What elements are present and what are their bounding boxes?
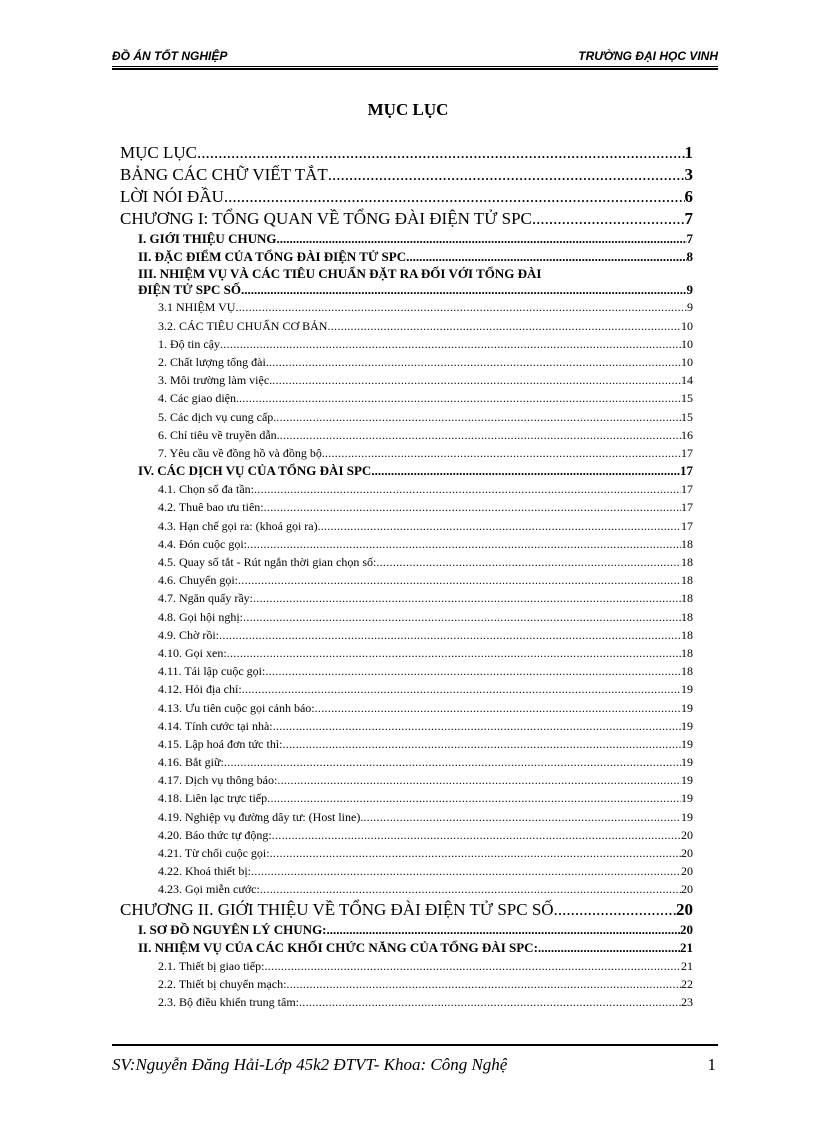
toc-leader-dots	[376, 553, 681, 571]
toc-leader-dots	[247, 535, 681, 553]
toc-page-number: 19	[681, 700, 693, 715]
toc-page-number: 19	[681, 773, 693, 788]
toc-entry-text: 4.5. Quay số tắt - Rút ngắn thời gian chọn số:	[158, 555, 377, 569]
toc-entry-text: LỜI NÓI ĐẦU	[120, 187, 224, 206]
toc-entry-text: ĐIỆN TỬ SPC SỐ.	[138, 282, 245, 298]
toc-entry-text: 3.2. CÁC TIÊU CHUẨN CƠ BẢN	[158, 318, 328, 333]
toc-leader-dots	[270, 844, 681, 862]
toc-page-number: 19	[681, 755, 693, 770]
toc-page-number: 10	[681, 336, 693, 351]
toc-entry-text: 4.8. Gọi hội nghị:	[158, 609, 244, 624]
toc-subsection-entry[interactable]	[120, 498, 693, 516]
toc-entry-text: 4.12. Hỏi địa chỉ:	[158, 682, 242, 697]
toc-chapter-entry[interactable]	[120, 208, 693, 230]
toc-entry-text: I. SƠ ĐỒ NGUYÊN LÝ CHUNG:	[138, 921, 327, 937]
toc-subsection-entry[interactable]	[120, 662, 693, 680]
toc-page-number: 21	[680, 939, 693, 955]
toc-leader-dots	[220, 335, 681, 353]
toc-subsection-entry[interactable]	[120, 389, 693, 407]
toc-leader-dots	[243, 608, 681, 626]
header-right: TRƯỜNG ĐẠI HỌC VINH	[578, 49, 718, 63]
page-title: MỤC LỤC	[367, 100, 449, 119]
toc-leader-dots	[260, 880, 681, 898]
toc-leader-dots	[272, 371, 681, 389]
toc-page-number: 7	[684, 209, 693, 228]
toc-leader-dots	[327, 317, 681, 335]
toc-page-number: 18	[681, 591, 693, 606]
toc-subsection-entry[interactable]	[120, 426, 693, 444]
toc-leader-dots	[321, 517, 681, 535]
toc-subsection-entry[interactable]	[120, 975, 693, 993]
toc-page-number: 17	[681, 518, 693, 533]
toc-leader-dots	[253, 589, 681, 607]
toc-page-number: 19	[681, 736, 693, 751]
table-of-contents	[120, 142, 693, 1012]
toc-page-number: 18	[681, 664, 693, 679]
toc-leader-dots	[363, 808, 681, 826]
toc-page-number: 17	[680, 463, 693, 479]
toc-leader-dots	[299, 993, 681, 1011]
toc-subsection-entry[interactable]	[120, 789, 693, 807]
toc-entry-text: CHƯƠNG I: TỔNG QUAN VỀ TỔNG ĐÀI ĐIỆN TỬ SPC.	[120, 209, 537, 228]
toc-subsection-entry[interactable]	[120, 335, 693, 353]
toc-page-number: 17	[681, 500, 693, 515]
toc-entry-text: 5. Các dịch vụ cung cấp.	[158, 409, 277, 424]
toc-leader-dots	[251, 862, 681, 880]
toc-leader-dots	[280, 230, 687, 248]
toc-leader-dots	[224, 753, 681, 771]
toc-leader-dots	[328, 164, 685, 186]
toc-entry-text: 4.6. Chuyển gọi:	[158, 573, 238, 588]
toc-leader-dots	[254, 480, 681, 498]
toc-entry-text: 2. Chất lượng tổng đài.	[158, 354, 269, 369]
toc-leader-dots	[265, 662, 681, 680]
toc-leader-dots	[272, 826, 681, 844]
toc-page-number: 20	[676, 899, 693, 919]
toc-page-number: 10	[681, 318, 693, 333]
toc-entry-text: 4.11. Tái lập cuộc gọi:	[158, 664, 266, 679]
toc-entry-text: 4.13. Ưu tiên cuộc gọi cảnh báo:	[158, 700, 315, 715]
toc-subsection-entry[interactable]	[120, 298, 693, 316]
toc-leader-dots	[286, 975, 681, 993]
toc-leader-dots	[315, 699, 681, 717]
toc-subsection-entry[interactable]	[120, 608, 693, 626]
toc-entry-text: 7. Yêu cầu về đồng hồ và đồng bộ.	[158, 445, 325, 460]
toc-section-entry[interactable]	[120, 248, 693, 266]
toc-leader-dots	[406, 248, 686, 266]
toc-page-number: 17	[681, 445, 693, 460]
toc-subsection-entry[interactable]	[120, 808, 693, 826]
toc-page-number: 20	[681, 846, 693, 860]
toc-entry-text: 4.14. Tính cước tại nhà:	[158, 718, 273, 733]
toc-page-number: 18	[681, 536, 693, 551]
toc-page-number: 15	[681, 391, 693, 406]
toc-page-number: 16	[681, 427, 693, 442]
toc-leader-dots	[264, 498, 681, 516]
toc-subsection-entry[interactable]	[120, 353, 693, 371]
toc-entry-text: I. GIỚI THIỆU CHUNG.	[138, 231, 280, 246]
toc-page-number: 9	[686, 282, 693, 298]
toc-entry-text: 4.18. Liên lạc trực tiếp	[158, 791, 268, 806]
toc-leader-dots	[238, 571, 681, 589]
toc-page-number: 18	[681, 573, 693, 588]
toc-subsection-entry[interactable]	[120, 957, 693, 975]
toc-section-entry[interactable]	[120, 230, 693, 248]
toc-page-number: 20	[681, 827, 693, 842]
toc-leader-dots	[197, 142, 685, 164]
toc-page-number: 19	[681, 791, 693, 806]
toc-entry-text: BẢNG CÁC CHỮ VIẾT TẮT	[120, 165, 328, 184]
toc-subsection-entry[interactable]	[120, 589, 693, 607]
toc-subsection-entry[interactable]	[120, 699, 693, 717]
toc-leader-dots	[227, 644, 681, 662]
toc-entry-text: CHƯƠNG II. GIỚI THIỆU VỀ TỔNG ĐÀI ĐIỆN TỬ SPC SỐ	[120, 899, 554, 919]
toc-page-number: 20	[681, 864, 693, 879]
toc-subsection-entry[interactable]	[120, 371, 693, 389]
toc-page-number: 20	[681, 882, 693, 897]
toc-subsection-entry[interactable]	[120, 626, 693, 644]
toc-entry-text: III. NHIỆM VỤ VÀ CÁC TIÊU CHUẨN ĐẶT RA ĐỐI VỚI TỔNG ĐÀI	[138, 266, 542, 282]
toc-page-number: 19	[681, 718, 693, 733]
page-number: 1	[707, 1055, 716, 1074]
toc-section-entry[interactable]	[120, 462, 693, 480]
toc-subsection-entry[interactable]	[120, 571, 693, 589]
toc-entry-continuation[interactable]	[120, 282, 693, 298]
toc-subsection-entry[interactable]	[120, 317, 693, 335]
toc-page-number: 18	[681, 645, 693, 660]
toc-page-number: 21	[681, 958, 693, 973]
toc-page-number: 1	[684, 143, 693, 162]
toc-page-number: 3	[684, 165, 693, 184]
toc-entry-text: 4.17. Dịch vụ thông báo:	[158, 773, 278, 788]
toc-page-number: 18	[681, 555, 693, 569]
toc-page-number: 7	[686, 231, 693, 246]
toc-subsection-entry[interactable]	[120, 680, 693, 698]
toc-subsection-entry[interactable]	[120, 717, 693, 735]
toc-subsection-entry[interactable]	[120, 644, 693, 662]
toc-entry-text: 4.23. Gọi miễn cước:	[158, 882, 260, 897]
toc-entry-text: II. NHIỆM VỤ CỦA CÁC KHỐI CHỨC NĂNG CỦA TỔNG ĐÀI SPC:	[138, 939, 538, 955]
toc-leader-dots	[224, 186, 685, 208]
toc-page-number: 20	[680, 921, 693, 937]
toc-entry-text: 3.1 NHIỆM VỤ	[158, 300, 236, 315]
header-left: ĐỒ ÁN TỐT NGHIỆP	[112, 49, 228, 63]
toc-entry-text: 4.4. Đón cuộc gọi:	[158, 536, 247, 551]
toc-page-number: 19	[681, 682, 693, 697]
toc-page-number: 22	[681, 977, 693, 992]
toc-section-entry[interactable]	[120, 921, 693, 939]
toc-subsection-entry[interactable]	[120, 408, 693, 426]
toc-leader-dots	[219, 626, 681, 644]
toc-leader-dots	[273, 717, 681, 735]
toc-chapter-entry[interactable]	[120, 164, 693, 186]
toc-entry[interactable]	[120, 266, 693, 282]
toc-leader-dots	[277, 771, 681, 789]
header-divider-thick	[112, 68, 718, 70]
toc-leader-dots	[244, 282, 686, 298]
toc-leader-dots	[327, 921, 680, 939]
toc-leader-dots	[276, 408, 681, 426]
toc-page-number: 6	[684, 187, 693, 206]
toc-chapter-entry[interactable]	[120, 186, 693, 208]
toc-entry-text: 4.7. Ngăn quấy rầy:	[158, 591, 253, 606]
toc-page-number: 9	[687, 300, 693, 315]
toc-entry-text: 4. Các giao diện.	[158, 391, 239, 406]
toc-entry-text: 2.2. Thiết bị chuyển mạch:	[158, 977, 287, 992]
toc-entry-text: 1. Độ tin cậy	[158, 336, 220, 351]
toc-leader-dots	[283, 735, 682, 753]
toc-entry-text: 4.9. Chờ rồi:	[158, 627, 220, 642]
toc-chapter-entry[interactable]	[120, 899, 693, 921]
toc-leader-dots	[280, 426, 681, 444]
toc-leader-dots	[242, 680, 681, 698]
toc-subsection-entry[interactable]	[120, 553, 693, 571]
toc-leader-dots	[325, 444, 681, 462]
toc-entry-text: 4.2. Thuê bao ưu tiên:	[158, 500, 264, 515]
toc-leader-dots	[235, 298, 687, 316]
toc-subsection-entry[interactable]	[120, 444, 693, 462]
header-divider	[112, 66, 718, 67]
toc-subsection-entry[interactable]	[120, 771, 693, 789]
toc-leader-dots	[239, 389, 681, 407]
toc-entry-text: 3. Môi trường làm việc.	[158, 373, 273, 388]
toc-entry-text: II. ĐẶC ĐIỂM CỦA TỔNG ĐÀI ĐIỆN TỬ SPC	[138, 249, 407, 265]
toc-subsection-entry[interactable]	[120, 753, 693, 771]
toc-entry-text: 4.1. Chọn số đa tần:	[158, 482, 254, 497]
toc-leader-dots	[269, 353, 681, 371]
toc-entry-text: MỤC LỤC	[120, 143, 197, 162]
toc-leader-dots	[267, 789, 681, 807]
footer-author: SV:Nguyễn Đăng Hải-Lớp 45k2 ĐTVT- Khoa: Công Nghệ	[112, 1055, 508, 1074]
toc-entry-text: IV. CÁC DỊCH VỤ CỦA TỔNG ĐÀI SPC	[138, 463, 372, 479]
toc-page-number: 10	[681, 354, 693, 369]
toc-page-number: 23	[681, 995, 693, 1010]
toc-subsection-entry[interactable]	[120, 735, 693, 753]
toc-leader-dots	[264, 957, 681, 975]
toc-entry-text: 2.3. Bộ điều khiển trung tâm:	[158, 995, 299, 1010]
toc-entry-text: 4.15. Lập hoá đơn tức thì:	[158, 736, 283, 751]
toc-page-number: 15	[681, 409, 693, 424]
toc-page-number: 19	[681, 809, 693, 824]
toc-entry-text: 4.20. Báo thức tự động:	[158, 827, 272, 842]
toc-page-number: 8	[686, 249, 693, 265]
toc-chapter-entry[interactable]	[120, 142, 693, 164]
toc-leader-dots	[371, 462, 680, 480]
toc-leader-dots	[554, 899, 676, 921]
toc-entry-text: 4.19. Nghiệp vụ đường dây tư: (Host line).	[158, 809, 364, 824]
toc-entry-text: 4.10. Gọi xen:	[158, 645, 227, 660]
page-header	[112, 49, 718, 67]
toc-subsection-entry[interactable]	[120, 517, 693, 535]
toc-subsection-entry[interactable]	[120, 535, 693, 553]
toc-subsection-entry[interactable]	[120, 993, 693, 1011]
footer-divider	[112, 1044, 718, 1046]
toc-entry-text: 2.1. Thiết bị giao tiếp:	[158, 958, 265, 973]
toc-page-number: 14	[681, 373, 693, 388]
toc-page-number: 18	[681, 627, 693, 642]
toc-entry-text: 4.22. Khoá thiết bị:	[158, 864, 251, 879]
toc-entry-text: 6. Chỉ tiêu về truyền dẫn.	[158, 427, 280, 442]
toc-subsection-entry[interactable]	[120, 880, 693, 898]
toc-entry-text: 4.21. Từ chối cuộc gọi:	[158, 846, 270, 860]
toc-page-number: 18	[681, 609, 693, 624]
toc-subsection-entry[interactable]	[120, 480, 693, 498]
toc-section-entry[interactable]	[120, 939, 693, 957]
toc-entry-text: 4.16. Bắt giữ:	[158, 755, 224, 770]
toc-entry-text: 4.3. Hạn chế gọi ra: (khoá gọi ra).	[158, 518, 321, 533]
toc-page-number: 17	[681, 482, 693, 497]
toc-subsection-entry[interactable]	[120, 862, 693, 880]
toc-leader-dots	[536, 208, 684, 230]
toc-leader-dots	[538, 939, 680, 957]
toc-subsection-entry[interactable]	[120, 826, 693, 844]
toc-subsection-entry[interactable]	[120, 844, 693, 862]
